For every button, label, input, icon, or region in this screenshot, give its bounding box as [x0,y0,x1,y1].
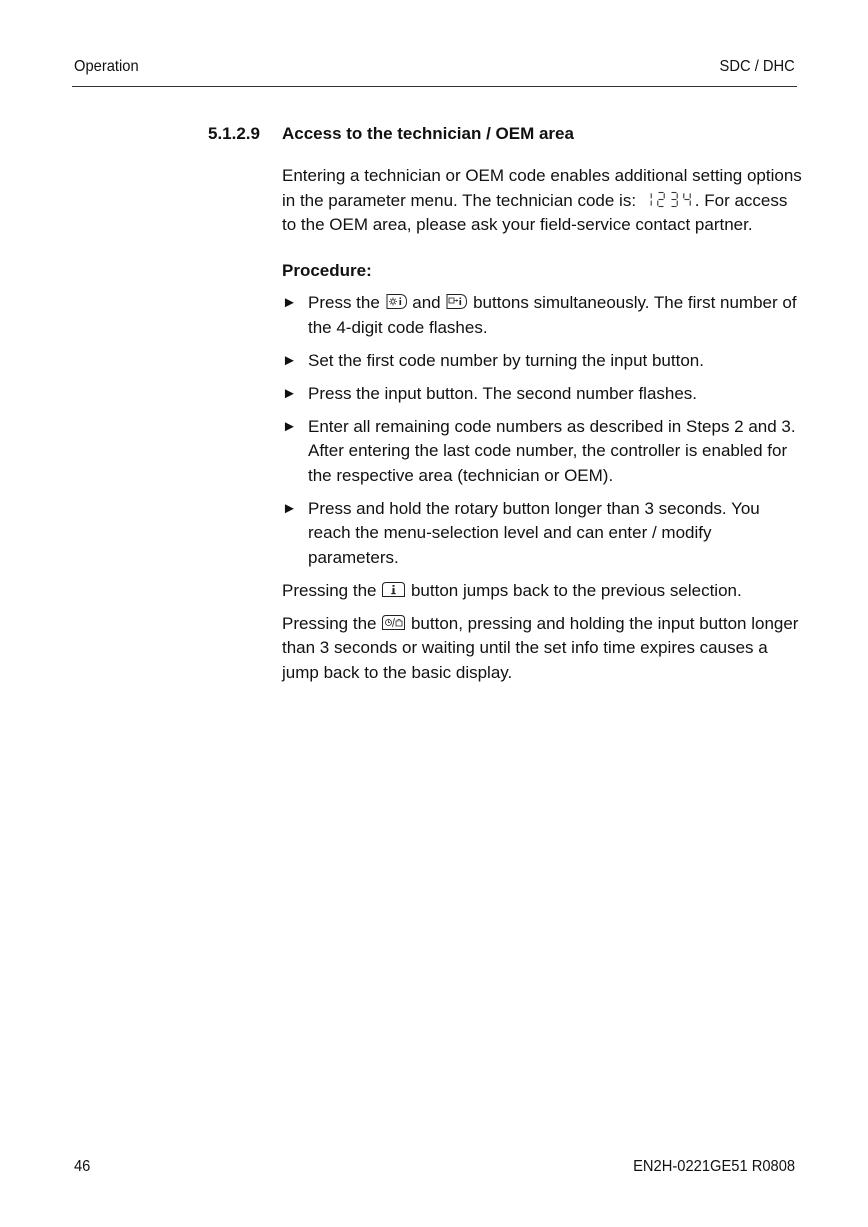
intro-text-start: Entering a technician or OEM code enables additional setting options in the parameter menu. The technician code is: [282,166,802,210]
procedure-step: ► Set the first code number by turning the input button. [282,349,802,374]
info-note: Pressing the button jumps back to the previous selection. [282,580,742,600]
intro-paragraph [282,164,802,238]
oem-button-icon [445,293,468,310]
procedure-step: ► Enter all remaining code numbers as described in Steps 2 and 3. After entering the last code number, the controller is enabled for the respective area (technician or OEM). [282,416,796,485]
seven-segment-code [641,191,695,208]
procedure-heading: Procedure: [282,260,372,280]
exit-note: Pressing the button, pressing and holding the input button longer than 3 seconds or waiting until the set info time expires causes a jump back to the basic display. [282,613,799,682]
bullet-arrow-icon: ► [282,417,297,435]
procedure-step: ► Press the input button. The second number flashes. [282,382,802,407]
header-divider [72,86,797,87]
code-digit [671,192,677,206]
bullet-arrow-icon: ► [282,499,297,517]
code-digit [658,192,664,206]
section-number: 5.1.2.9 [208,124,260,143]
code-digits [641,191,695,208]
intro-text-end: . For access to the OEM area, please ask your field-service contact partner. [282,190,788,234]
bullet-arrow-icon: ► [282,294,297,311]
procedure-step: ► Press and hold the rotary button longer than 3 seconds. You reach the menu-selection level and can enter / modify parameters. [282,498,760,567]
code-digit [684,193,690,205]
procedure-steps [282,291,802,570]
section-title: Access to the technician / OEM area [282,124,574,143]
document-id: EN2H-0221GE51 R0808 [632,1158,795,1175]
header-product-name: SDC / DHC [719,58,795,75]
section-body [282,164,802,685]
settings-button-icon [385,293,408,310]
header-section-name: Operation [74,58,139,75]
page-number: 46 [74,1158,91,1175]
bullet-arrow-icon: ► [282,384,297,402]
mode-button-icon [381,614,406,631]
bullet-arrow-icon: ► [282,351,297,369]
procedure-step: ► Press the and buttons simultaneously. The first number of the 4-digit code flashes. [282,293,797,337]
info-button-icon [381,581,406,598]
